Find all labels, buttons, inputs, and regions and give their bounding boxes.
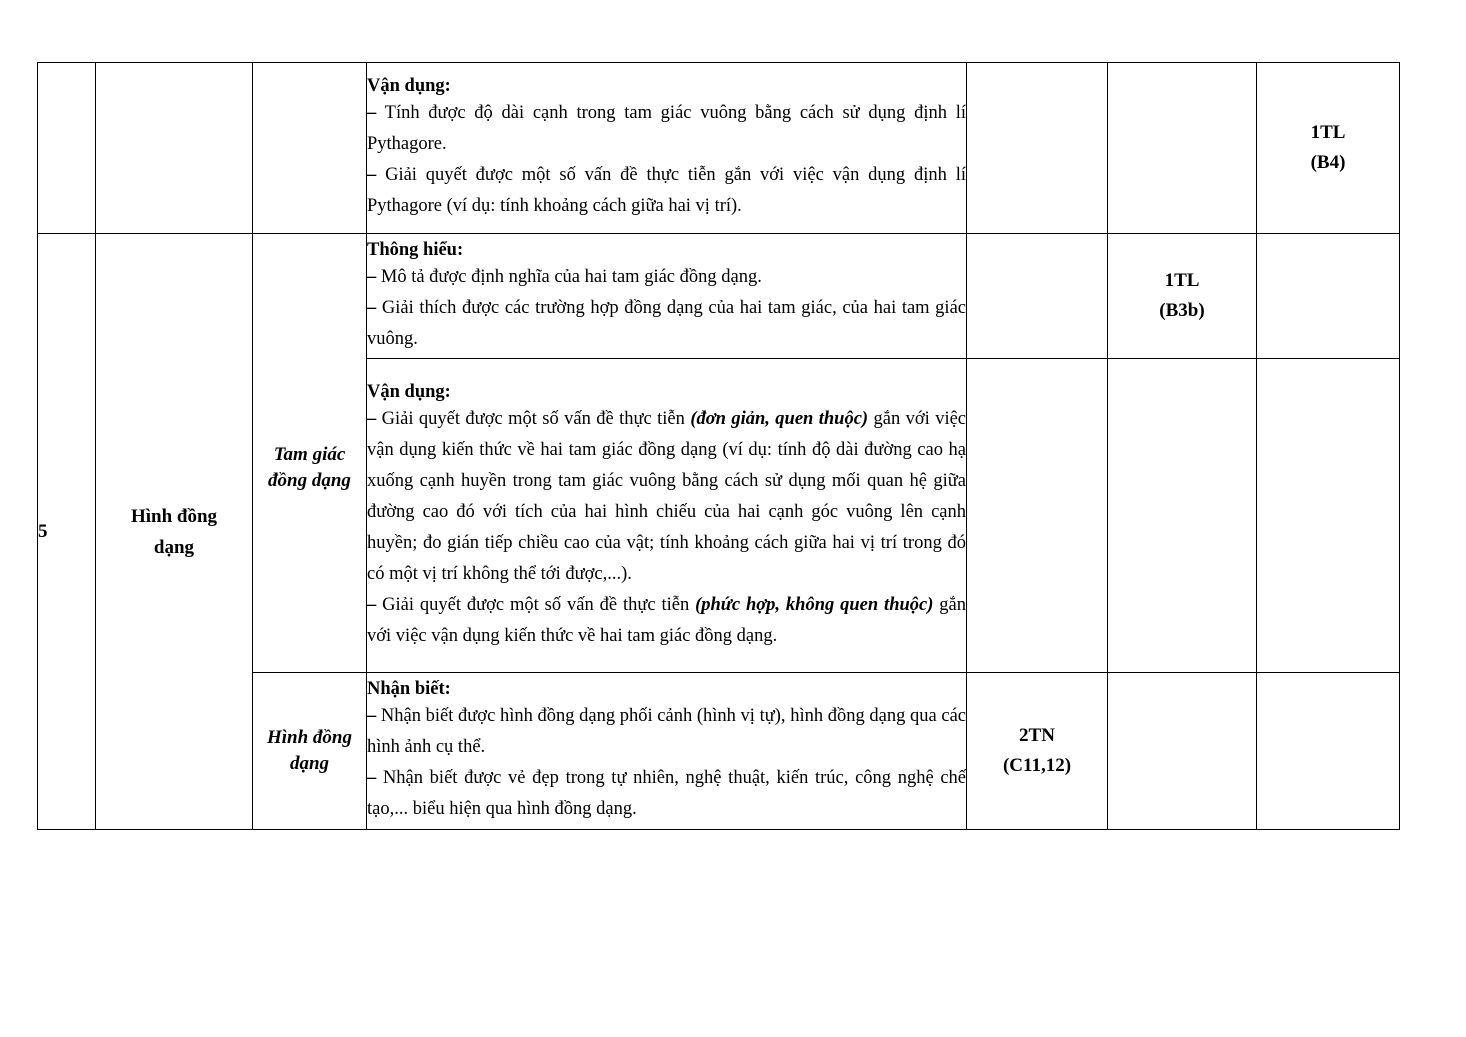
cell-requirements [367, 63, 967, 234]
table-row [38, 63, 1400, 234]
question-ref: (C11,12) [1002, 755, 1072, 776]
cell-application [1257, 359, 1400, 673]
subtopic-title: Tam giác đồng dạng [268, 444, 351, 491]
cell-recognition [967, 673, 1108, 830]
cell-recognition [967, 359, 1108, 673]
cell-comprehension [1108, 359, 1257, 673]
cell-comprehension [1108, 63, 1257, 234]
cell-comprehension [1108, 234, 1257, 359]
cell-recognition [967, 234, 1108, 359]
cell-requirements [367, 673, 967, 830]
requirement-line: – Mô tả được định nghĩa của hai tam giác đồng dạng. [367, 266, 762, 287]
requirement-line: – Nhận biết được vẻ đẹp trong tự nhiên, nghệ thuật, kiến trúc, công nghệ chế tạo,... biểu hiện qua hình đồng dạng. [367, 768, 967, 819]
cell-application [1257, 63, 1400, 234]
requirement-line: – Tính được độ dài cạnh trong tam giác vuông bằng cách sử dụng định lí Pythagore. [367, 103, 966, 154]
cell-number [38, 63, 96, 234]
subtopic-title: Hình đồng dạng [266, 727, 352, 774]
cell-subtopic [253, 63, 367, 234]
requirement-line: – Giải quyết được một số vấn đề thực tiễn (đơn giản, quen thuộc) gắn với việc vận dụng kiến thức về hai tam giác đồng dạng (ví dụ: tính độ dài đường cao hạ xuống cạnh huyền trong tam giác vuông bằng cách sử dụng mối quan hệ giữa đường cao đó với tích của hai hình chiếu của hai cạnh góc vuông lên cạnh huyền; đo gián tiếp chiều cao của vật; tính khoảng cách giữa hai vị trí trong đó có một vị trí không thể tới được,...). [367, 408, 967, 584]
question-count: 2TN [1019, 725, 1055, 746]
requirement-line: – Giải thích được các trường hợp đồng dạng của hai tam giác, của hai tam giác vuông. [367, 297, 966, 349]
cell-requirements [367, 359, 967, 673]
question-count: 1TL [1310, 122, 1346, 143]
question-count: 1TL [1164, 270, 1200, 291]
level-heading: Vận dụng: [367, 76, 451, 96]
cell-requirements [367, 234, 967, 359]
cell-recognition [967, 63, 1108, 234]
table-row [38, 234, 1400, 359]
cell-subtopic [253, 673, 367, 830]
cell-application [1257, 234, 1400, 359]
cell-topic [96, 63, 253, 234]
level-heading: Thông hiểu: [367, 239, 464, 260]
level-heading: Nhận biết: [367, 679, 451, 699]
cell-application [1257, 673, 1400, 830]
cell-number: 5 [38, 234, 96, 830]
question-ref: (B3b) [1159, 300, 1205, 321]
requirement-line: – Nhận biết được hình đồng dạng phối cảnh (hình vị tự), hình đồng dạng qua các hình ảnh cụ thể. [367, 706, 966, 757]
requirement-line: – Giải quyết được một số vấn đề thực tiễn (phức hợp, không quen thuộc) gắn với việc vận dụng kiến thức về hai tam giác đồng dạng. [367, 594, 966, 646]
cell-topic [96, 234, 253, 830]
topic-title: Hình đồng dạng [130, 505, 218, 558]
question-ref: (B4) [1310, 152, 1346, 173]
level-heading: Vận dụng: [367, 381, 451, 402]
cell-subtopic [253, 234, 367, 673]
matrix-table [37, 62, 1400, 830]
requirement-line: – Giải quyết được một số vấn đề thực tiễn gắn với việc vận dụng định lí Pythagore (ví dụ: tính khoảng cách giữa hai vị trí). [367, 165, 966, 216]
cell-comprehension [1108, 673, 1257, 830]
